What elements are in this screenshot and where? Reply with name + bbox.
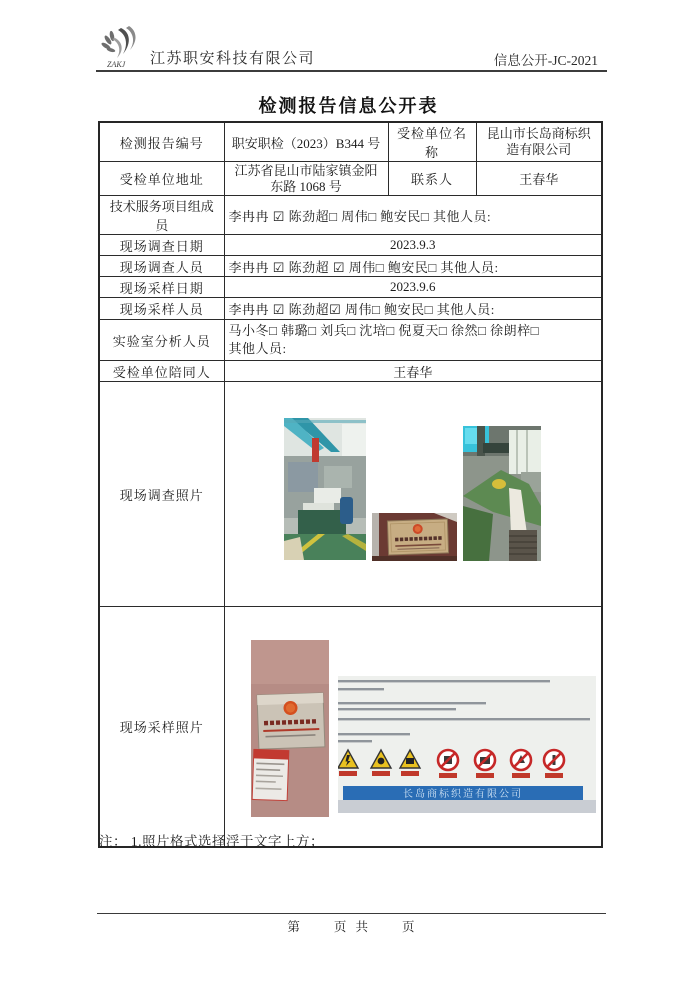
- sampling-photos-cell: [224, 607, 602, 847]
- report-no-label: 检测报告编号: [99, 122, 224, 162]
- document-code: 信息公开-JC-2021: [493, 53, 598, 68]
- lab-analysts-line2: 其他人员:: [228, 341, 287, 356]
- survey-date-value: 2023.9.3: [224, 235, 602, 256]
- table-row: [99, 277, 602, 298]
- footer-rule: [97, 913, 606, 914]
- sampling-photos-label: 现场采样照片: [99, 607, 224, 847]
- sampling-photo-nameplate: [251, 640, 329, 817]
- survey-staff-members: 李冉冉 ☑ 陈劲超 ☑ 周伟□ 鲍安民□ 其他人员:: [224, 256, 602, 277]
- page-title: 检测报告信息公开表: [258, 96, 439, 116]
- survey-photos-label: 现场调查照片: [99, 382, 224, 607]
- lab-analysts-members: [224, 320, 602, 361]
- table-row: [99, 235, 602, 256]
- survey-photo-workshop: [284, 418, 366, 560]
- table-row: [99, 607, 602, 847]
- escort-value: 王春华: [224, 361, 602, 382]
- sampling-staff-label: 现场采样人员: [99, 298, 224, 320]
- survey-photo-loom: [463, 426, 541, 561]
- sampling-photo-safety-board: [338, 676, 596, 813]
- survey-date-label: 现场调查日期: [99, 235, 224, 256]
- unit-name-value: 昆山市长岛商标织造有限公司: [476, 122, 602, 162]
- sampling-date-label: 现场采样日期: [99, 277, 224, 298]
- unit-address-label: 受检单位地址: [99, 162, 224, 196]
- company-name: 江苏职安科技有限公司: [150, 51, 316, 67]
- header-rule: [96, 70, 607, 72]
- table-row: [99, 162, 602, 196]
- report-info-table: [98, 121, 603, 848]
- unit-address-value: 江苏省昆山市陆家镇金阳东路 1068 号: [224, 162, 388, 196]
- table-row: [99, 122, 602, 162]
- sampling-date-value: 2023.9.6: [224, 277, 602, 298]
- survey-photos-cell: [224, 382, 602, 607]
- report-no-value: 职安职检（2023）B344 号: [224, 122, 388, 162]
- footnote: 注： 1.照片格式选择浮于文字上方；: [99, 834, 324, 849]
- survey-photo-plaque: [372, 513, 457, 561]
- table-row: [99, 298, 602, 320]
- contact-label: 联系人: [388, 162, 476, 196]
- table-row: [99, 256, 602, 277]
- project-team-label: 技术服务项目组成员: [99, 196, 224, 235]
- lab-analysts-line1: 马小冬□ 韩璐□ 刘兵□ 沈培□ 倪夏天□ 徐然□ 徐朗梓□: [228, 323, 539, 338]
- table-row: [99, 320, 602, 361]
- sampling-staff-members: 李冉冉 ☑ 陈劲超☑ 周伟□ 鲍安民□ 其他人员:: [224, 298, 602, 320]
- escort-label: 受检单位陪同人: [99, 361, 224, 382]
- survey-staff-label: 现场调查人员: [99, 256, 224, 277]
- company-logo-icon: [99, 26, 147, 70]
- table-row: [99, 196, 602, 235]
- table-row: [99, 361, 602, 382]
- contact-value: 王春华: [476, 162, 602, 196]
- table-row: [99, 382, 602, 607]
- logo-text: ZAKJ: [107, 60, 126, 69]
- page-number: 第 页 共 页: [287, 920, 418, 934]
- project-team-members: 李冉冉 ☑ 陈劲超□ 周伟□ 鲍安民□ 其他人员:: [224, 196, 602, 235]
- lab-analysts-label: 实验室分析人员: [99, 320, 224, 361]
- safety-board-company-banner: 长岛商标织造有限公司: [402, 789, 523, 800]
- unit-name-label: 受检单位名称: [388, 122, 476, 162]
